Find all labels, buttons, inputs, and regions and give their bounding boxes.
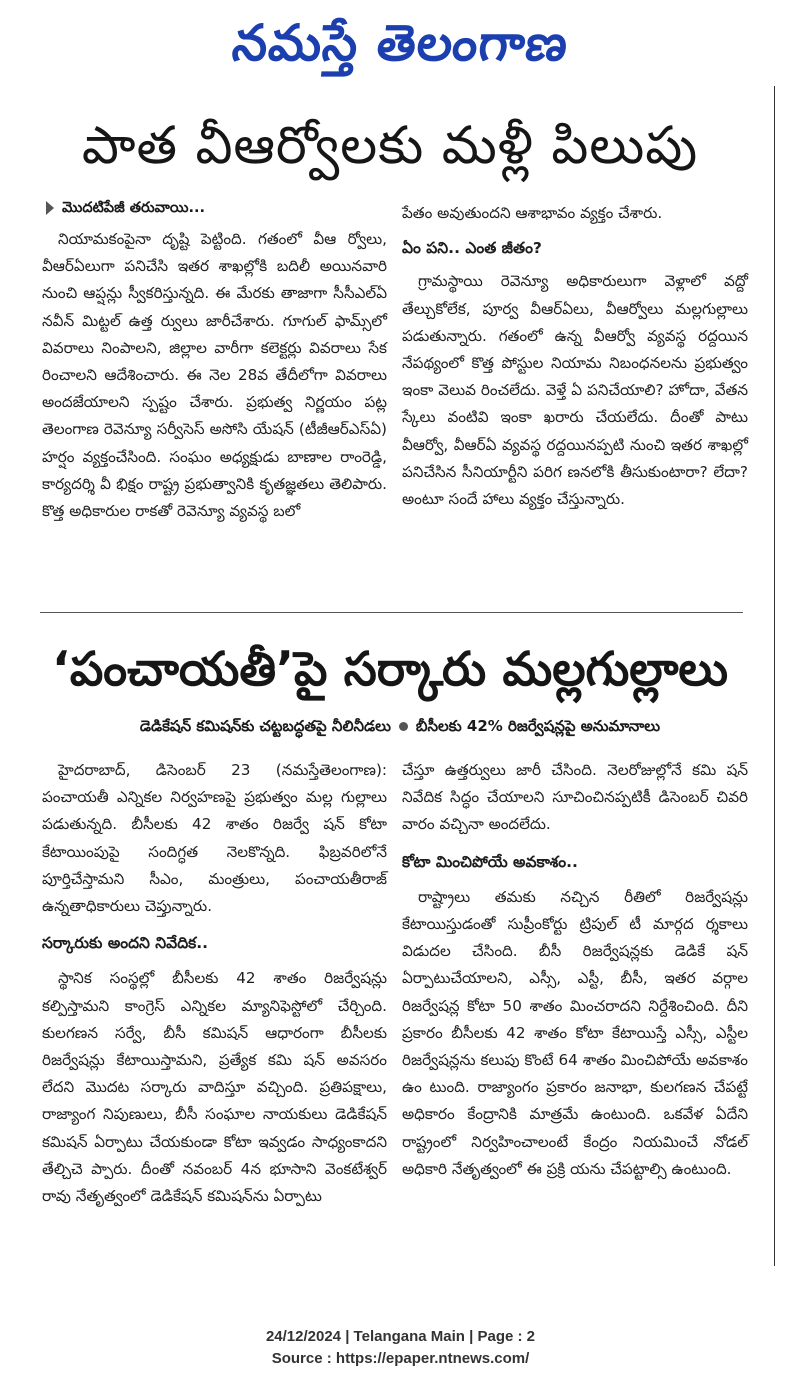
bullet-icon [399, 722, 408, 731]
footer-date-line: 24/12/2024 | Telangana Main | Page : 2 [265, 1328, 536, 1345]
deck-line-1: డెడికేషన్ కమిషన్‌కు చట్టబద్ధతపై నీలినీడలు [139, 717, 391, 735]
article2-col2-top: చేస్తూ ఉత్తర్వులు జారీ చేసింది. నెలరోజుల్లోనే కమి షన్ నివేదిక సిద్ధం చేయాలని సూచించినప్పటికీ డిసెంబర్ చివరి వారం వచ్చినా అందలేదు. [402, 761, 748, 834]
article2-column-1 [42, 757, 387, 1210]
article2-subheading-2: కోటా మించిపోయే అవకాశం.. [402, 852, 578, 871]
article1-headline: పాత వీఆర్వోలకు మళ్లీ పిలుపు [81, 116, 699, 176]
masthead-logo: నమస్తే తెలంగాణ [229, 13, 572, 72]
footer-source-line: Source : https://epaper.ntnews.com/ [271, 1350, 530, 1367]
article2-col2-body: రాష్ట్రాలు తమకు నచ్చిన రీతిలో రిజర్వేషన్లు కేటాయిస్తుడంతో సుప్రీంకోర్టు ట్రిపుల్ టీ మార్గద ర్శకాలు విడుదల చేసింది. బీసీ రిజర్వేషన్లకు డెడికే షన్ ఏర్పాటుచేయాలని, ఎస్సీ, ఎస్టీ, బీసీ, ఇతర వర్గాల రిజర్వేషన్ల కోటా 50 శాతం మించరాదని నిర్దేశించింది. దీని ప్రకారం బీసీలకు 42 శాతం కోటా కేటాయిస్తే ఎస్సీ, ఎస్టీల రిజర్వేషన్లను కలుపు కొంటే 64 శాతం మించిపోయే అవకాశం ఉం టుంది. రాజ్యాంగం ప్రకారం జనాభా, కులగణన చేపట్టే అధికారం కేంద్రానికి మాత్రమే ఉంటుంది. ఒకవేళ ఏదేని రాష్ట్రంలో నిర్వహించాలంటే కేంద్రం నియమించే నోడల్ అధికారి నేతృత్వంలో ఈ ప్రక్రి యను చేపట్టాల్సి ఉంటుంది. [402, 887, 748, 1178]
article1-col2-body: గ్రామస్థాయి రెవెన్యూ అధికారులుగా వెళ్లాలో వద్దో తేల్చుకోలేక, పూర్వ వీఆర్‌ఏలు, వీఆర్వోలు మల్లగుల్లాలు పడుతున్నారు. గతంలో ఉన్న వీఆర్వో వ్యవస్థ రద్దయిన నేపథ్యంలో కొత్త పోస్టుల నియామ నిబంధనలను ప్రభుత్వం ఇంకా వెలువ రించలేదు. వెళ్తే ఏ పనిచేయాలి? హోదా, వేతన స్కేలు వంటివి ఇంకా ఖరారు చేయలేదు. దీంతో పాటు వీఆర్వో, వీఆర్‌ఏ వ్యవస్థ రద్దయినప్పటి నుంచి ఇతర శాఖల్లో పనిచేసిన సీనియార్టీని పరిగ ణనలోకి తీసుకుంటారా? లేదా? అంటూ సందే హాలు వ్యక్తం చేస్తున్నారు. [402, 272, 748, 509]
article1-subheading: ఏం పని.. ఎంత జీతం? [402, 239, 542, 258]
page-footer [0, 1326, 801, 1370]
arrow-right-icon [46, 201, 54, 215]
column-rule [774, 86, 775, 1266]
deck-line-2: బీసీలకు 42% రిజర్వేషన్లపై అనుమానాలు [415, 717, 661, 735]
continued-label [46, 196, 205, 220]
article2-col1-body: స్థానిక సంస్థల్లో బీసీలకు 42 శాతం రిజర్వేషన్లు కల్పిస్తామని కాంగ్రెస్ ఎన్నికల మ్యానిఫెస్టోలో చేర్చింది. కులగణన సర్వే, బీసీ కమిషన్ ఆధారంగా బీసీలకు రిజర్వేషన్లు కేటాయిస్తామని, ప్రత్యేక కమి షన్ అవసరం లేదని మొదట సర్కారు వాదిస్తూ వచ్చింది. ప్రతిపక్షాలు, రాజ్యాంగ నిపుణులు, బీసీ సంఘాల నాయకులు డెడికేషన్ కమిషన్ ఏర్పాటు చేయకుండా కోటా ఇవ్వడం సాధ్యంకాదని తేల్చిచె ప్పారు. దీంతో నవంబర్ 4న భూసాని వెంకటేశ్వర్ రావు నేతృత్వంలో డెడికేషన్ కమిషన్‌ను ఏర్పాటు [42, 969, 387, 1206]
continued-text: మొదటిపేజీ తరువాయి... [62, 200, 206, 216]
section-divider [40, 612, 743, 613]
article1-col2-top: పేతం అవుతుందని ఆశాభావం వ్యక్తం చేశారు. [402, 204, 663, 222]
article1-col1-text: నియామకంపైనా దృష్టి పెట్టింది. గతంలో వీఆ ర్వోలు, వీఆర్‌ఏలుగా పనిచేసి ఇతర శాఖల్లోకి బదిలీ అయినవారి నుంచి ఆప్షన్లు స్వీకరిస్తున్నది. ఈ మేరకు తాజాగా సీసీఎల్‌ఏ నవీన్ మిట్టల్ ఉత్త ర్వులు జారీచేశారు. గూగుల్ ఫామ్స్‌లో వివరాలు నింపాలని, జిల్లాల వారీగా కలెక్టర్లు వివరాలు సేక రించాలని ఆదేశించారు. ఈ నెల 28వ తేదీలోగా వివరాలు అందజేయాలని స్పష్టం చేశారు. ప్రభుత్వ నిర్ణయం పట్ల తెలంగాణ రెవెన్యూ సర్వీసెస్ అసోసి యేషన్ (టీజీఆర్‌ఎస్‌ఏ) హర్షం వ్యక్తంచేసింది. సంఘం అధ్యక్షుడు బాణాల రాంరెడ్డి, కార్యదర్శి వీ భిక్షం రాష్ట్ర ప్రభుత్వానికి కృతజ్ఞతలు తెలిపారు. కొత్త అధికారుల రాకతో రెవెన్యూ వ్యవస్థ బలో [42, 230, 387, 521]
article2-deck [40, 712, 760, 740]
article2-headline: ‘పంచాయతీ’పై సర్కారు మల్లగుల్లాలు [51, 642, 729, 697]
article2-column-2 [402, 757, 748, 1183]
article1-column-1 [42, 226, 387, 525]
article2-col1-top: హైదరాబాద్, డిసెంబర్ 23 (నమస్తేతెలంగాణ): పంచాయతీ ఎన్నికల నిర్వహణపై ప్రభుత్వం మల్ల గుల్లాలు పడుతున్నది. బీసీలకు 42 శాతం రిజర్వే షన్ కోటా కేటాయింపుపై సందిగ్ధత నెలకొన్నది. ఫిబ్రవరిలోనే పూర్తిచేస్తామని సీఎం, మంత్రులు, పంచాయతీరాజ్ ఉన్నతాధికారులు చెప్తున్నారు. [42, 761, 387, 916]
article1-column-2 [402, 200, 748, 513]
article2-subheading-1: సర్కారుకు అందని నివేదిక.. [42, 934, 209, 953]
